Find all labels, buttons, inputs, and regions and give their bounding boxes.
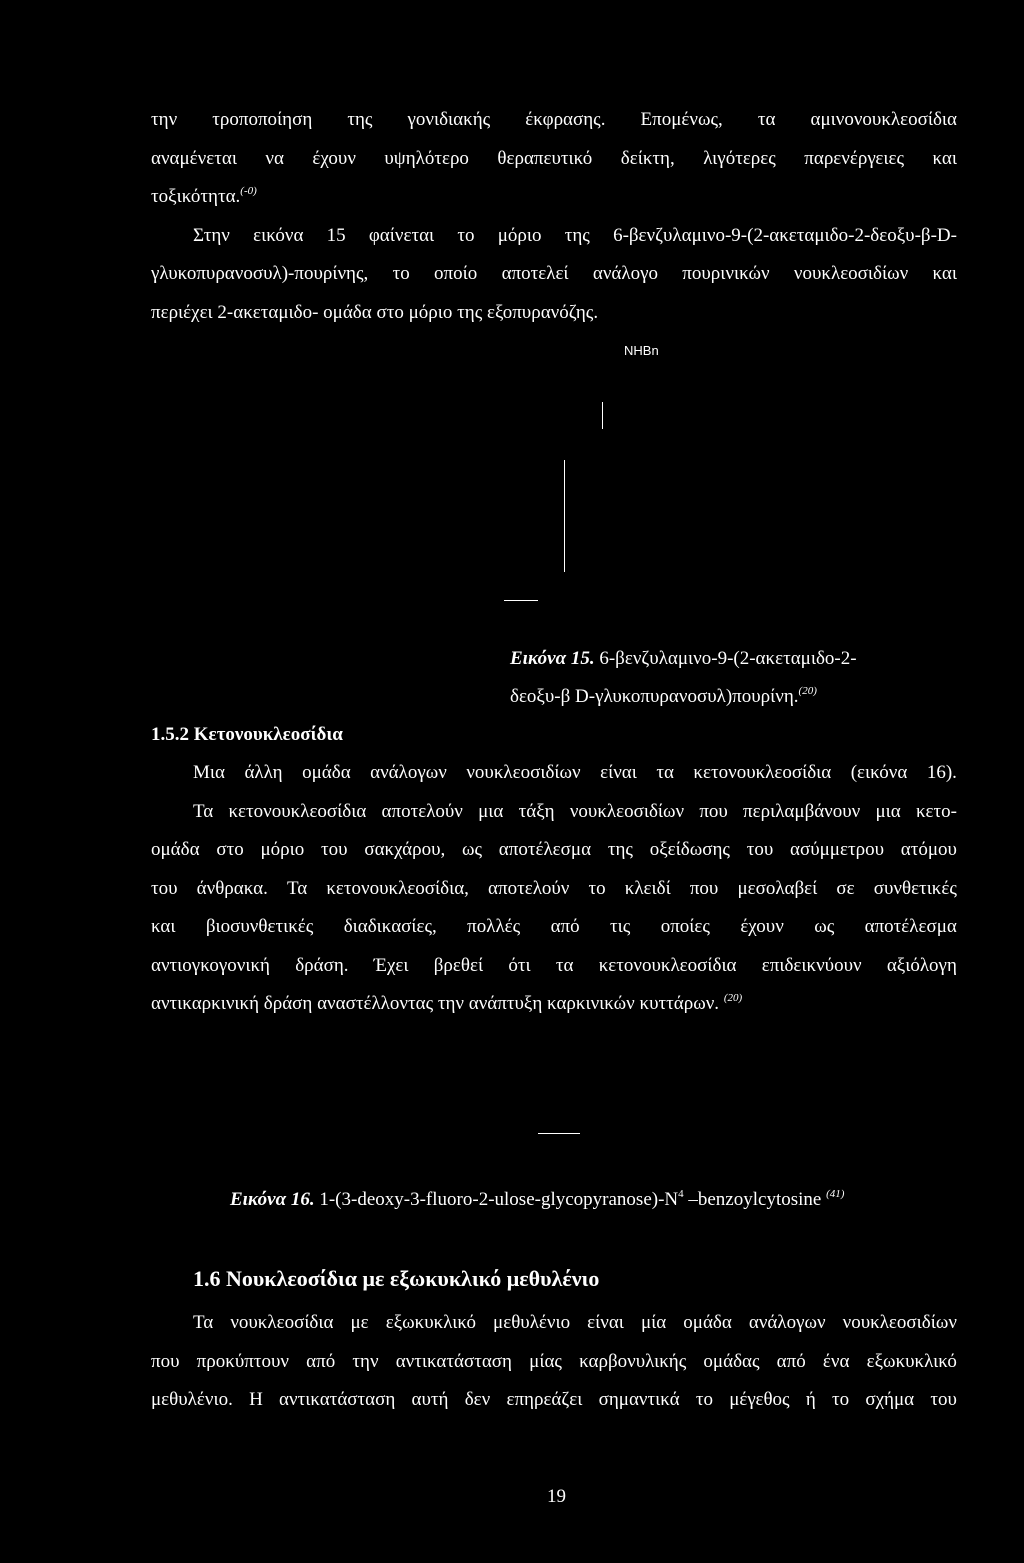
section152-line3: [151, 840, 957, 859]
word: επιδεικνύουν: [761, 955, 862, 976]
word: αντικατάσταση: [395, 1351, 512, 1372]
word: σημαντικά: [598, 1389, 680, 1410]
word: ή: [805, 1389, 816, 1410]
word: ως: [814, 916, 835, 937]
word: την: [352, 1351, 379, 1372]
para2-line1: [193, 226, 957, 245]
word: μία: [640, 1312, 667, 1333]
word: διαδικασίες,: [343, 916, 437, 937]
word: το: [457, 225, 475, 246]
word: νουκλεοσίδια: [230, 1312, 334, 1333]
word: ομάδας: [703, 1351, 760, 1372]
para1-line3: τοξικότητα.$^{(-0)}$: [151, 185, 257, 207]
section-heading-1-6: 1.6 Νουκλεοσίδια με εξωκυκλικό μεθυλένιο: [193, 1266, 600, 1291]
word: την: [151, 109, 178, 130]
figure15-caption-line2: δεοξυ-β D-γλυκοπυρανοσυλ)πουρίνη.$^{(20)}$: [510, 685, 817, 707]
word: τροποποίηση: [212, 109, 313, 130]
word: τα: [555, 955, 574, 976]
word: ως: [462, 839, 483, 860]
word: έκφρασης.: [525, 109, 606, 130]
para2-line3: περιέχει 2-ακεταμιδο- ομάδα στο μόριο της εξοπυρανόζης.: [151, 302, 599, 323]
word: επηρεάζει: [506, 1389, 583, 1410]
word: από: [306, 1351, 336, 1372]
word: το: [831, 1389, 850, 1410]
word: ασύμμετρου: [790, 839, 884, 860]
word: μόριο: [497, 225, 542, 246]
word: 15: [326, 225, 346, 246]
word: αυτή: [411, 1389, 449, 1410]
section152-line1: [193, 763, 957, 782]
word: δείκτη,: [620, 148, 675, 169]
word: σχήμα: [865, 1389, 915, 1410]
word: ένα: [822, 1351, 850, 1372]
word: σακχάρου,: [364, 839, 446, 860]
word: Η: [249, 1389, 263, 1410]
structure-bond: [538, 1133, 580, 1134]
word: το: [588, 878, 606, 899]
word: φαίνεται: [368, 225, 435, 246]
word: από: [776, 1351, 806, 1372]
citation-ref: (20): [798, 685, 817, 697]
word: κετονουκλεοσίδια: [598, 955, 737, 976]
word: τάξη: [518, 801, 555, 822]
citation-ref: (41): [826, 1188, 845, 1200]
citation-ref: (20): [723, 992, 743, 1004]
word: κετονουκλεοσίδια: [693, 762, 832, 783]
structure-bond: [602, 402, 603, 429]
word: και: [932, 263, 957, 284]
word: αποτελούν: [381, 801, 463, 822]
word: άλλη: [244, 762, 283, 783]
word: πολλές: [467, 916, 521, 937]
word: κλειδί: [624, 878, 671, 899]
section152-line6: [151, 956, 957, 975]
word: αποτέλεσμα: [864, 916, 957, 937]
word: παρενέργειες: [804, 148, 904, 169]
word: ομάδα: [302, 762, 351, 783]
section16-line1: [193, 1313, 957, 1332]
word: ανάλογο: [592, 263, 658, 284]
word: μόριο: [260, 839, 305, 860]
word: αντικατάσταση: [279, 1389, 396, 1410]
word: του: [746, 839, 774, 860]
word: της: [564, 225, 590, 246]
para1-line2: [151, 149, 957, 168]
word: άνθρακα.: [196, 878, 268, 899]
word: οποίες: [660, 916, 710, 937]
word: της: [607, 839, 633, 860]
structure-bond: [504, 600, 538, 601]
word: είναι: [600, 762, 637, 783]
para2-line2: [151, 264, 957, 283]
word: Στην: [193, 225, 230, 246]
word: ότι: [508, 955, 531, 976]
word: το: [392, 263, 410, 284]
word: του: [151, 878, 178, 899]
word: βιοσυνθετικές: [205, 916, 314, 937]
para1-line1: [151, 110, 957, 129]
word: να: [265, 148, 284, 169]
word: μια: [875, 801, 901, 822]
word: Έχει: [373, 955, 409, 976]
word: Τα: [286, 878, 308, 899]
word: της: [347, 109, 373, 130]
word: ομάδα: [151, 839, 200, 860]
word: τα: [656, 762, 674, 783]
word: λιγότερες: [703, 148, 776, 169]
word: του: [930, 1389, 957, 1410]
word: έχουν: [740, 916, 784, 937]
word: αποτελεί: [501, 263, 569, 284]
citation-ref: (-0): [240, 185, 257, 197]
word: τα: [757, 109, 776, 130]
word: νουκλεοσιδίων: [842, 1312, 957, 1333]
word: και: [151, 916, 176, 937]
word: ανάλογων: [370, 762, 447, 783]
word: μεθυλένιο: [493, 1312, 571, 1333]
word: ανάλογων: [748, 1312, 826, 1333]
word: νουκλεοσιδίων: [793, 263, 909, 284]
word: οξείδωσης: [649, 839, 730, 860]
word: αποτέλεσμα: [498, 839, 592, 860]
word: συνθετικές: [873, 878, 957, 899]
section152-line5: [151, 917, 957, 936]
word: κετονουκλεοσίδια,: [326, 878, 469, 899]
word: είναι: [587, 1312, 624, 1333]
word: από: [550, 916, 580, 937]
word: και: [932, 148, 957, 169]
word: ομάδα: [683, 1312, 732, 1333]
word: εξωκυκλικό: [866, 1351, 957, 1372]
section152-line4: [151, 879, 957, 898]
word: νουκλεοσιδίων: [466, 762, 581, 783]
section152-line7: αντικαρκινική δράση αναστέλλοντας την ανάπτυξη καρκινικών κυττάρων. $^{(20)}$: [151, 992, 743, 1014]
word: δράση.: [295, 955, 349, 976]
section152-line2: [193, 802, 957, 821]
word: μεσολαβεί: [737, 878, 818, 899]
word: που: [689, 878, 719, 899]
figure15-caption-line1: Εικόνα 15. 6-βενζυλαμινο-9-(2-ακεταμιδο-2-: [510, 648, 857, 669]
nhbn-label: NHBn: [624, 343, 659, 358]
word: γονιδιακής: [407, 109, 491, 130]
word: υψηλότερο: [384, 148, 469, 169]
word: κετονουκλεοσίδια: [228, 801, 367, 822]
word: καρβονυλικής: [579, 1351, 687, 1372]
word: ατόμου: [900, 839, 957, 860]
section16-line3: [151, 1390, 957, 1409]
word: 16).: [926, 762, 957, 783]
word: βρεθεί: [433, 955, 484, 976]
word: κετο-: [915, 801, 957, 822]
figure15-caption-label: Εικόνα 15.: [510, 648, 595, 669]
word: γλυκοπυρανοσυλ)-πουρίνης,: [151, 263, 369, 284]
word: (εικόνα: [850, 762, 908, 783]
word: που: [699, 801, 728, 822]
section16-line2: [151, 1352, 957, 1371]
word: αξιόλογη: [886, 955, 957, 976]
word: πουρινικών: [682, 263, 770, 284]
section-heading-1-5-2: 1.5.2 Κετονουκλεοσίδια: [151, 724, 343, 745]
figure16-caption-label: Εικόνα 16.: [230, 1189, 315, 1210]
word: δεν: [464, 1389, 491, 1410]
word: οποίο: [434, 263, 478, 284]
word: εξωκυκλικό: [385, 1312, 476, 1333]
word: αναμένεται: [151, 148, 237, 169]
figure16-caption: Εικόνα 16. $1-(3-deoxy-3-fluoro-2-ulose-glycopyranose)-N^4$ –benzoylcytosine $^{(41)}$: [230, 1188, 845, 1210]
word: Τα: [193, 801, 214, 822]
word: το: [695, 1389, 713, 1410]
word: περιλαμβάνουν: [743, 801, 861, 822]
word: στο: [216, 839, 244, 860]
word: θεραπευτικό: [497, 148, 593, 169]
word: που: [151, 1351, 180, 1372]
word: μίας: [529, 1351, 562, 1372]
word: Επομένως,: [640, 109, 723, 130]
word: αμινονουκλεοσίδια: [810, 109, 957, 130]
word: έχουν: [312, 148, 356, 169]
word: σε: [836, 878, 855, 899]
word: Τα: [193, 1312, 214, 1333]
word: 6-βενζυλαμινο-9-(2-ακεταμιδο-2-δεοξυ-β-D-: [613, 225, 957, 246]
word: του: [321, 839, 348, 860]
word: μεθυλένιο.: [151, 1389, 233, 1410]
word: εικόνα: [253, 225, 304, 246]
structure-bond: [564, 460, 565, 572]
word: μια: [478, 801, 504, 822]
word: αποτελούν: [488, 878, 570, 899]
word: με: [350, 1312, 369, 1333]
word: προκύπτουν: [196, 1351, 289, 1372]
word: τις: [610, 916, 631, 937]
word: νουκλεοσιδίων: [569, 801, 685, 822]
word: Μια: [193, 762, 225, 783]
page-number: 19: [547, 1486, 566, 1507]
word: αντιογκογονική: [151, 955, 270, 976]
word: μέγεθος: [729, 1389, 790, 1410]
